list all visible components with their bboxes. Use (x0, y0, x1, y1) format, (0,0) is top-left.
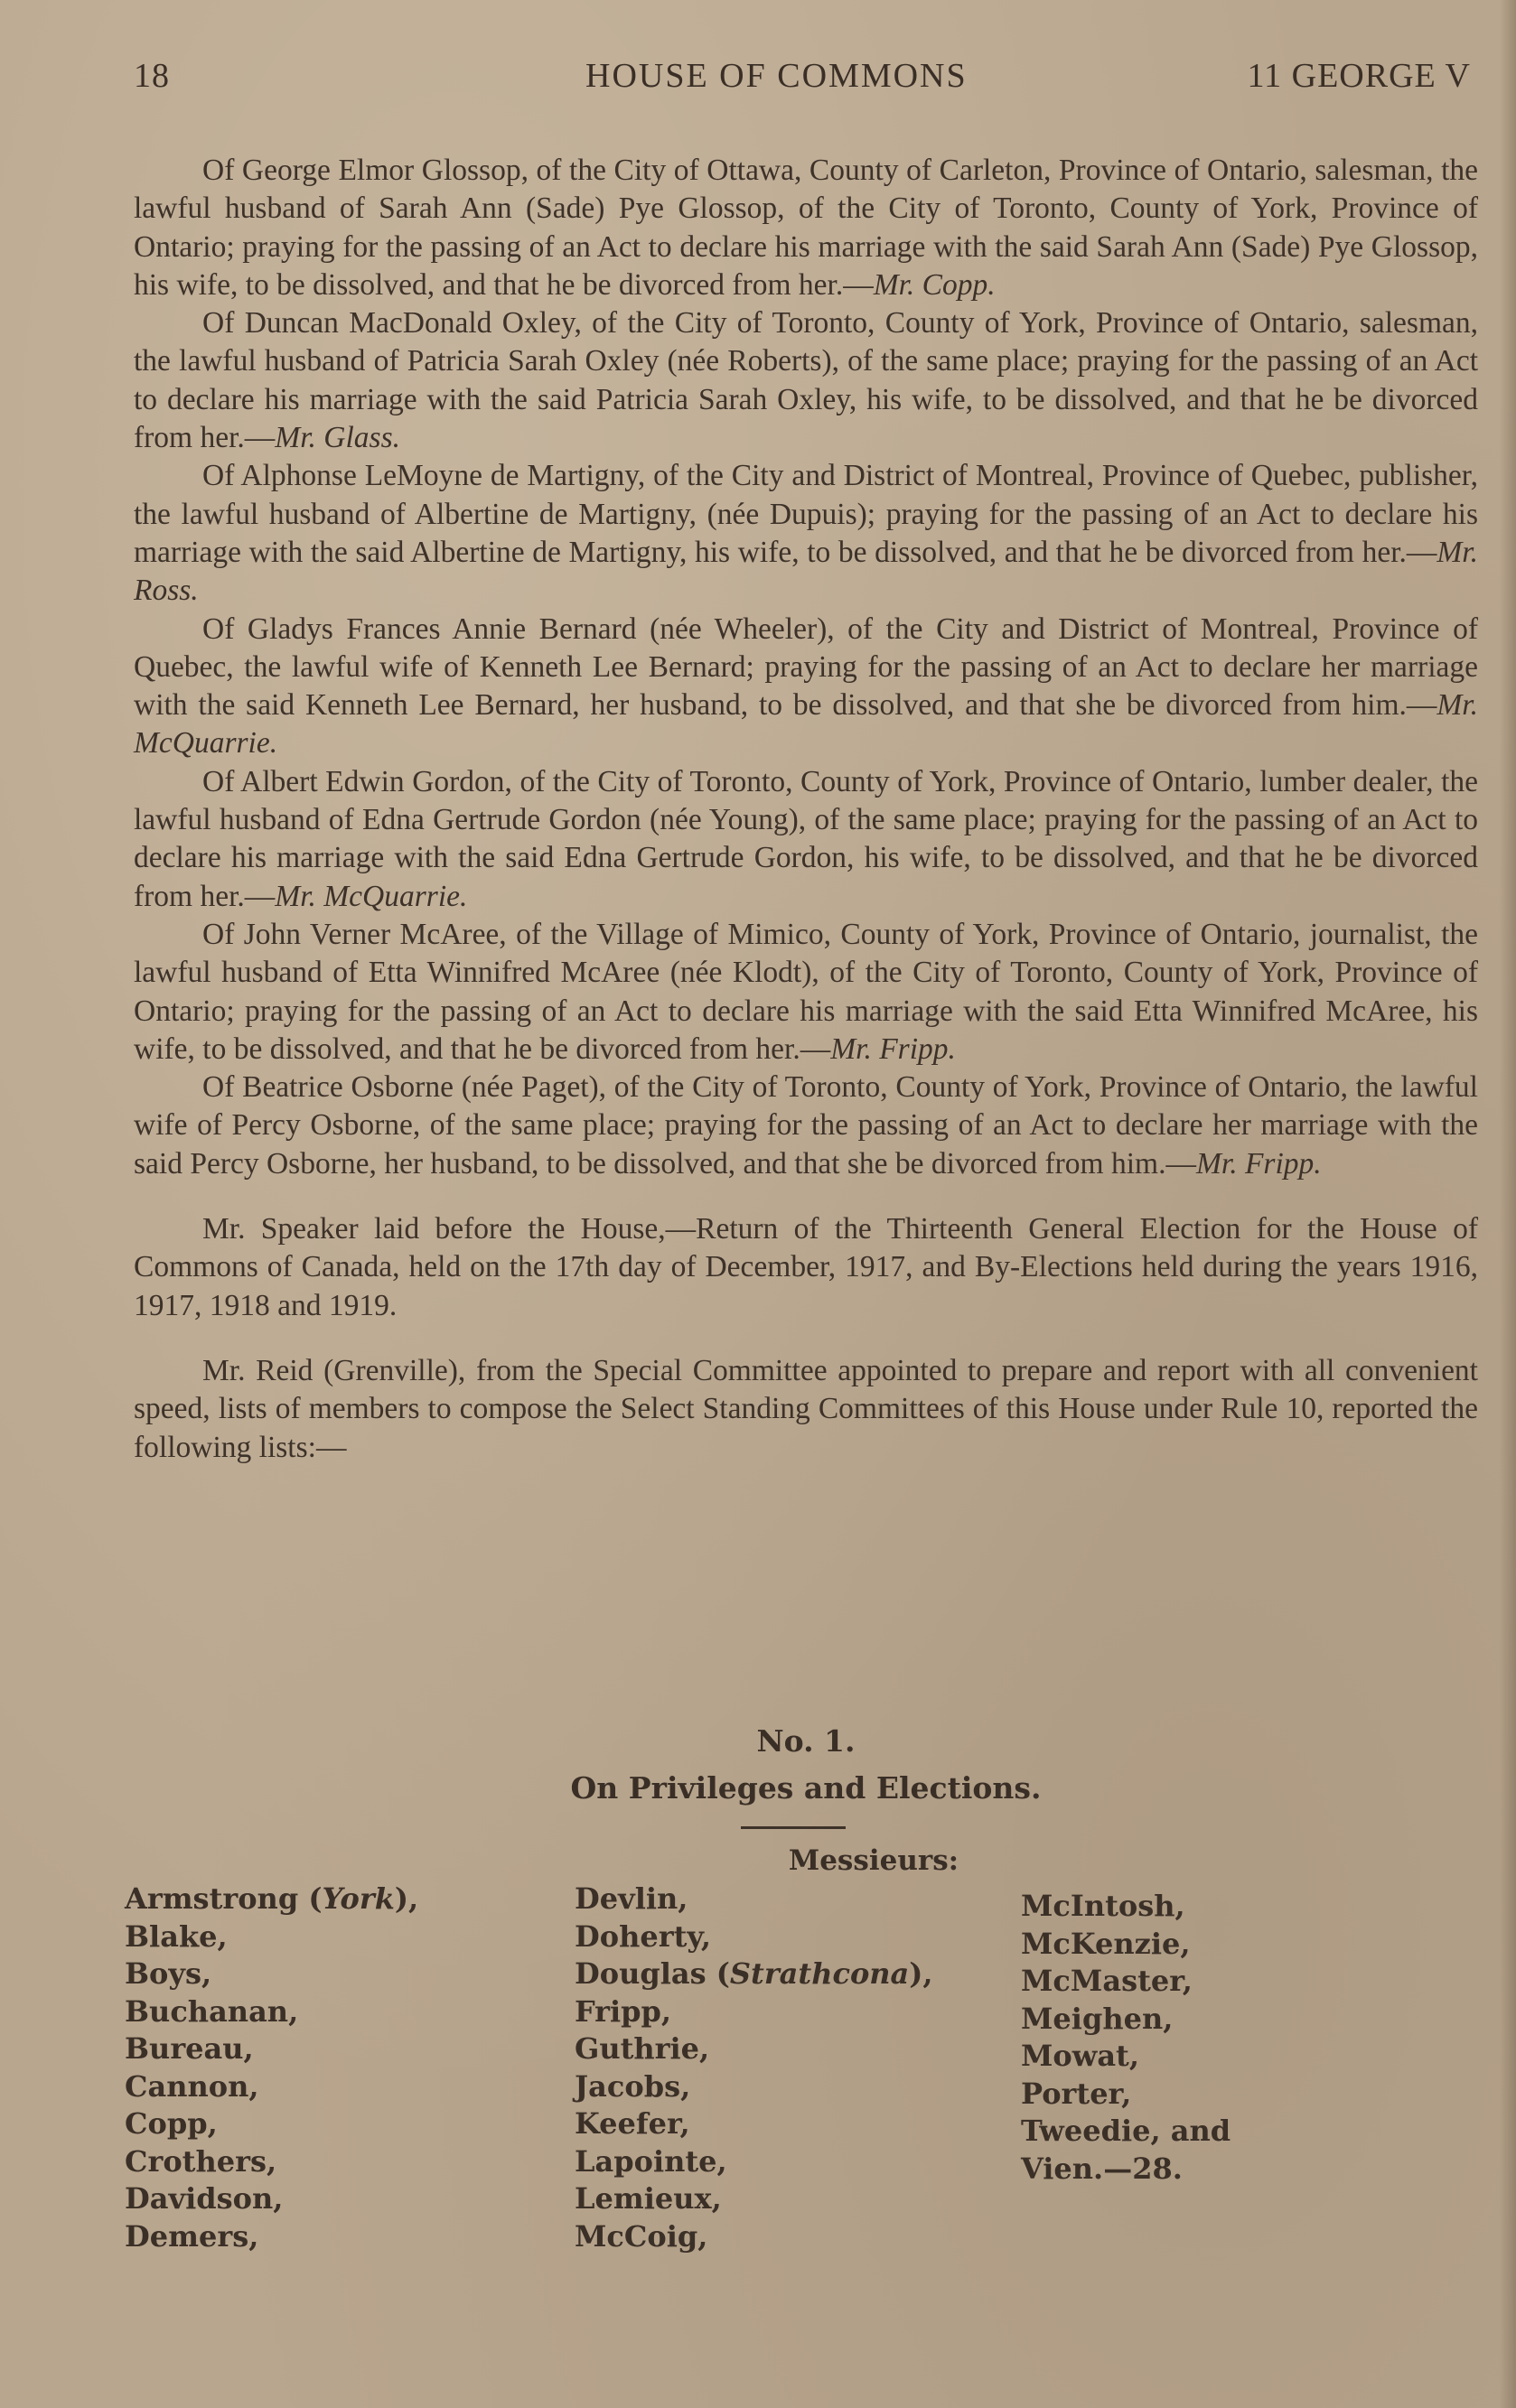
section-rule (741, 1826, 846, 1829)
member-name: Vien.—28. (1021, 2151, 1183, 2186)
member-name: Lapointe, (575, 2143, 727, 2179)
member-name: Bureau, (125, 2031, 254, 2066)
petition-paragraph: Of George Elmor Glossop, of the City of Ottawa, County of Carleton, Province of Ontario, salesman, the lawful husband of Sarah Ann (Sade) Pye Glossop, of the City of Toronto, County of York, Province of Ontario; praying for the passing of an Act to declare his marriage with the said Sarah Ann (Sade) Pye Glossop, his wife, to be dissolved, and that he be divorced from her.—Mr. Copp. (134, 154, 1478, 302)
petition-paragraph: Of Albert Edwin Gordon, of the City of Toronto, County of York, Province of Ontario, lumber dealer, the lawful husband of Edna Gertrude Gordon (née Young), of the same place; praying for the passing of an Act to declare his marriage with the said Edna Gertrude Gordon, his wife, to be dissolved, and that he be divorced from her.—Mr. McQuarrie. (134, 764, 1478, 913)
member-name: Doherty, (575, 1918, 712, 1954)
member-name: McCoig, (575, 2218, 708, 2254)
petition-member: Mr. McQuarrie. (275, 879, 468, 913)
member-name: Douglas (Strathcona), (575, 1956, 933, 1991)
petition-member: Mr. Copp. (873, 267, 996, 302)
petition-member: Mr. Fripp. (830, 1031, 956, 1066)
member-name: Jacobs, (575, 2068, 691, 2104)
petition-paragraph: Of Duncan MacDonald Oxley, of the City of Toronto, County of York, Province of Ontario, salesman, the lawful husband of Patricia Sarah Oxley (née Roberts), of the same place; praying for the passing of an Act to declare his marriage with the said Patricia Sarah Oxley, his wife, to be dissolved, and that he be divorced from her.—Mr. Glass. (134, 306, 1478, 455)
messieurs-heading: Messieurs: (788, 1844, 959, 1877)
member-name: Boys, (125, 1956, 212, 1991)
member-name: Mowat, (1021, 2039, 1139, 2073)
member-column-2 (575, 1881, 933, 2255)
member-name: Crothers, (125, 2143, 277, 2179)
petition-paragraph: Of Alphonse LeMoyne de Martigny, of the City and District of Montreal, Province of Quebec, publisher, the lawful husband of Albertine de Martigny, (née Dupuis); praying for the passing of an Act to declare his marriage with the said Albertine de Martigny, his wife, to be dissolved, and that he be divorced from her.—Mr. Ross. (134, 459, 1478, 608)
petition-member: Mr. Glass. (275, 421, 400, 455)
member-name: Meighen, (1021, 2001, 1174, 2036)
member-name: Guthrie, (575, 2031, 710, 2066)
journal-body (134, 152, 1478, 1467)
member-name: Keefer, (575, 2106, 690, 2141)
member-name: Fripp, (575, 1993, 672, 2029)
page-number: 18 (134, 57, 170, 95)
petition-paragraph: Of Gladys Frances Annie Bernard (née Wheeler), of the City and District of Montreal, Province of Quebec, the lawful wife of Kenneth Lee Bernard; praying for the passing of an Act to declare her marriage with the said Kenneth Lee Bernard, her husband, to be dissolved, and that she be divorced from him.—Mr. McQuarrie. (134, 611, 1478, 761)
petition-paragraph: Of Beatrice Osborne (née Paget), of the City of Toronto, County of York, Province of Ontario, the lawful wife of Percy Osborne, of the same place; praying for the passing of an Act to declare her marriage with the said Percy Osborne, her husband, to be dissolved, and that she be divorced from him.—Mr. Fripp. (134, 1070, 1478, 1181)
speaker-return-paragraph: Mr. Speaker laid before the House,—Return of the Thirteenth General Election for the House of Commons of Canada, held on the 17th day of December, 1917, and By-Elections held during the years 1916, 1917, 1918 and 1919. (134, 1212, 1478, 1322)
running-header (134, 56, 1471, 101)
page-edge-shadow (1500, 0, 1516, 2408)
member-name: Copp, (125, 2106, 218, 2141)
member-name: Devlin, (575, 1881, 688, 1916)
member-column-1 (125, 1881, 418, 2255)
member-name: McIntosh, (1021, 1889, 1185, 1923)
member-name: Cannon, (125, 2068, 259, 2104)
header-reign: 11 GEORGE V (1247, 57, 1471, 95)
member-name: Armstrong (York), (125, 1881, 419, 1916)
petition-paragraph: Of John Verner McAree, of the Village of Mimico, County of York, Province of Ontario, journalist, the lawful husband of Etta Winnifred McAree (née Klodt), of the City of Toronto, County of York, Province of Ontario; praying for the passing of an Act to declare his marriage with the said Etta Winnifred McAree, his wife, to be dissolved, and that he be divorced from her.—Mr. Fripp. (134, 917, 1478, 1066)
header-title: HOUSE OF COMMONS (585, 57, 968, 95)
member-name: McMaster, (1021, 1964, 1193, 1998)
member-name: Demers, (125, 2218, 259, 2254)
petition-member: Mr. Ross. (134, 535, 1478, 608)
member-name: Davidson, (125, 2181, 284, 2216)
petition-member: Mr. Fripp. (1195, 1146, 1322, 1181)
committee-report-paragraph: Mr. Reid (Grenville), from the Special Committee appointed to prepare and report with all convenient speed, lists of members to compose the Select Standing Committees of this House under Rule 10, reported the following lists:— (134, 1353, 1478, 1464)
committee-number: No. 1. (756, 1723, 856, 1759)
member-name: Lemieux, (575, 2181, 722, 2216)
member-name: Porter, (1021, 2076, 1132, 2111)
member-column-3 (1021, 1888, 1231, 2188)
petition-member: Mr. McQuarrie. (134, 688, 1478, 761)
committee-name: On Privileges and Elections. (570, 1770, 1042, 1806)
member-name: Blake, (125, 1918, 228, 1954)
member-name: Tweedie, and (1021, 2114, 1231, 2148)
member-name: McKenzie, (1021, 1926, 1191, 1961)
member-name: Buchanan, (125, 1993, 299, 2029)
